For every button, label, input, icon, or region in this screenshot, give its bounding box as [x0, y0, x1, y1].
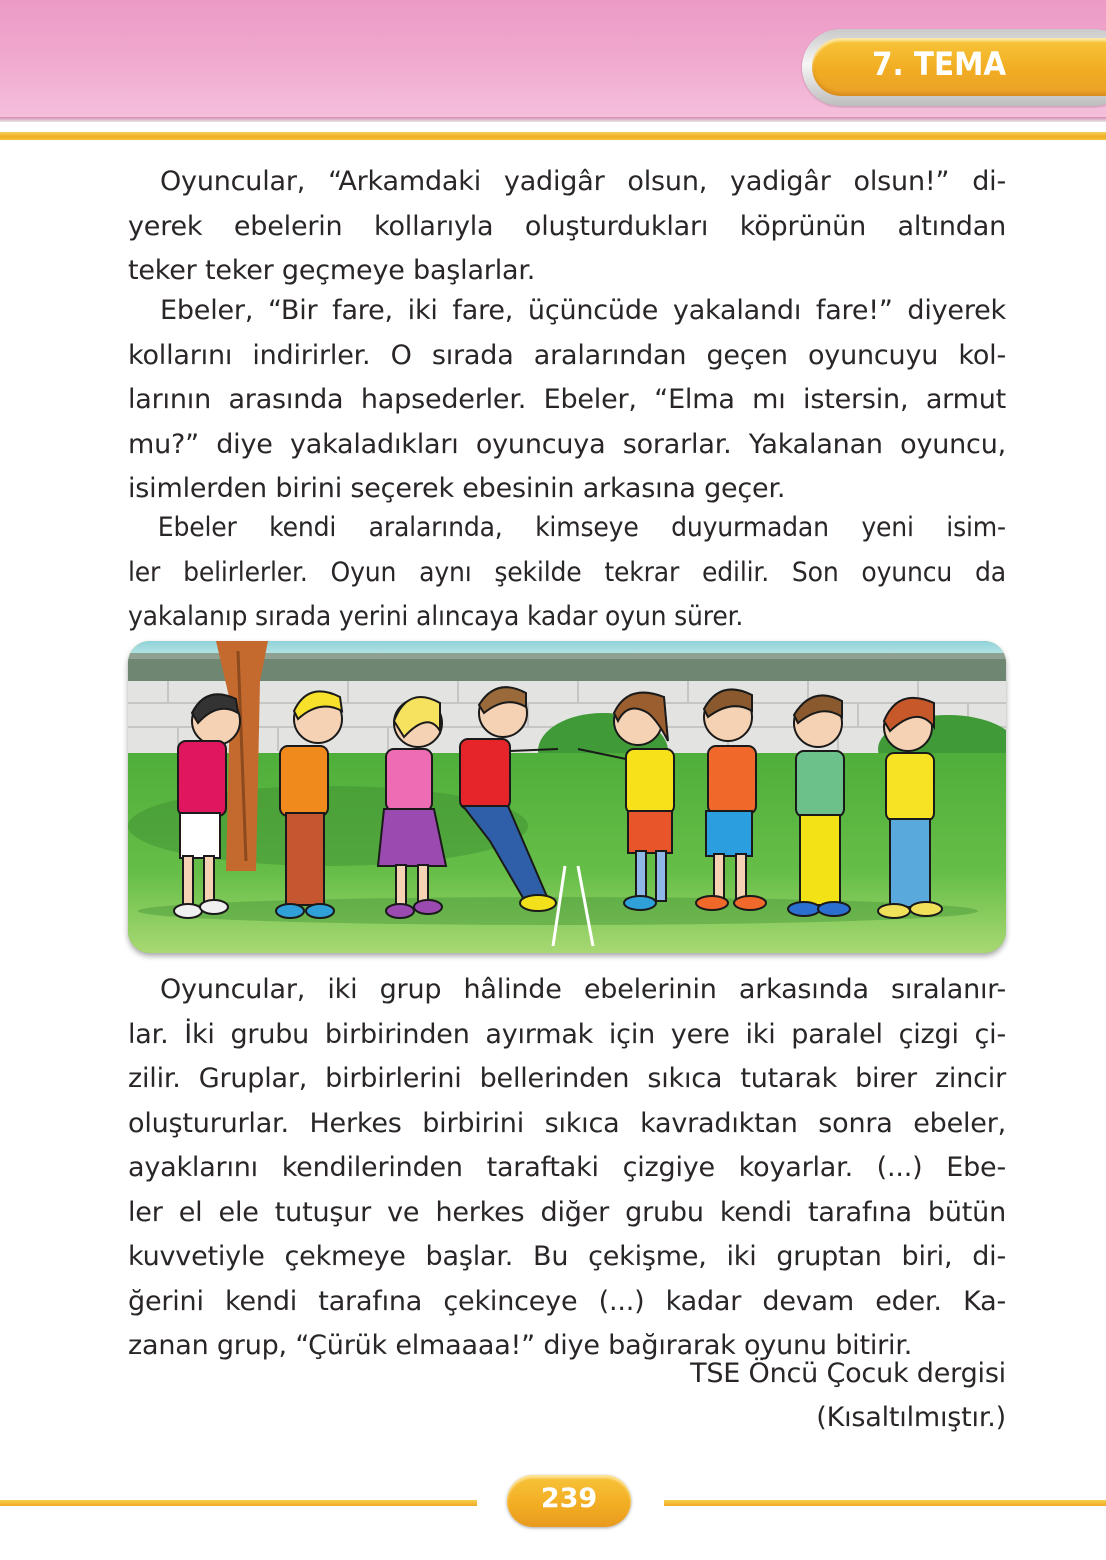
text-line: yerek ebelerin kollarıyla oluşturdukları köprünün altından — [128, 210, 1006, 242]
paragraph-3-condensed — [128, 506, 1006, 640]
footer-rule-right — [664, 1500, 1106, 1506]
text-line: ler el ele tutuşur ve herkes diğer grubu kendi tarafına bütün — [128, 1196, 1006, 1228]
footer-rule-left — [0, 1500, 477, 1506]
page-number: 239 — [540, 1483, 598, 1514]
tug-of-war-illustration — [128, 641, 1006, 953]
children-pulling-chain-icon — [128, 641, 1006, 953]
text-line: mu?” diye yakaladıkları oyuncuya sorarlar. Yakalanan oyuncu, — [128, 428, 1006, 460]
text-line: oluştururlar. Herkes birbirini sıkıca kavradıktan sonra ebeler, — [128, 1107, 1006, 1139]
paragraph-1 — [128, 160, 1006, 294]
paragraph-3 — [128, 506, 1006, 640]
text-line: ğerini kendi tarafına çekinceye (...) kadar devam eder. Ka- — [128, 1285, 1006, 1317]
paragraph-4 — [128, 968, 1006, 1369]
text-line: Oyuncular, “Arkamdaki yadigâr olsun, yadigâr olsun!” di- — [160, 166, 1006, 197]
text-line: isimlerden birini seçerek ebesinin arkasına geçer. — [128, 473, 786, 504]
text-line: larının arasında hapsederler. Ebeler, “Elma mı istersin, armut — [128, 384, 1006, 415]
text-line: teker teker geçmeye başlarlar. — [128, 255, 536, 286]
text-line: kollarını indirirler. O sırada aralarından geçen oyuncuyu kol- — [128, 339, 1006, 371]
theme-title: 7. TEMA — [872, 45, 1007, 83]
text-line: ler belirlerler. Oyun aynı şekilde tekrar edilir. Son oyuncu da — [128, 556, 1006, 588]
text-line: Ebeler, “Bir fare, iki fare, üçüncüde yakalandı fare!” diyerek — [160, 295, 1006, 326]
abridged-note: (Kısaltılmıştır.) — [816, 1402, 1006, 1433]
text-line: Oyuncular, iki grup hâlinde ebelerinin arkasında sıralanır- — [160, 974, 1006, 1005]
text-line: yakalanıp sırada yerini alıncaya kadar oyun sürer. — [128, 601, 744, 632]
header-divider — [0, 132, 1106, 140]
text-line: lar. İki grubu birbirinden ayırmak için yere iki paralel çizgi çi- — [128, 1018, 1006, 1050]
text-line: zilir. Gruplar, birbirlerini bellerinden sıkıca tutarak birer zincir — [128, 1063, 1006, 1094]
text-line: ayaklarını kendilerinden taraftaki çizgiye koyarlar. (...) Ebe- — [128, 1152, 1006, 1183]
text-line: zanan grup, “Çürük elmaaaa!” diye bağırarak oyunu bitirir. — [128, 1330, 913, 1361]
paragraph-2 — [128, 289, 1006, 512]
source-attribution: TSE Öncü Çocuk dergisi — [690, 1358, 1006, 1389]
text-line: kuvvetiyle çekmeye başlar. Bu çekişme, iki gruptan biri, di- — [128, 1241, 1006, 1272]
text-line: Ebeler kendi aralarında, kimseye duyurmadan yeni isim- — [157, 512, 1006, 543]
